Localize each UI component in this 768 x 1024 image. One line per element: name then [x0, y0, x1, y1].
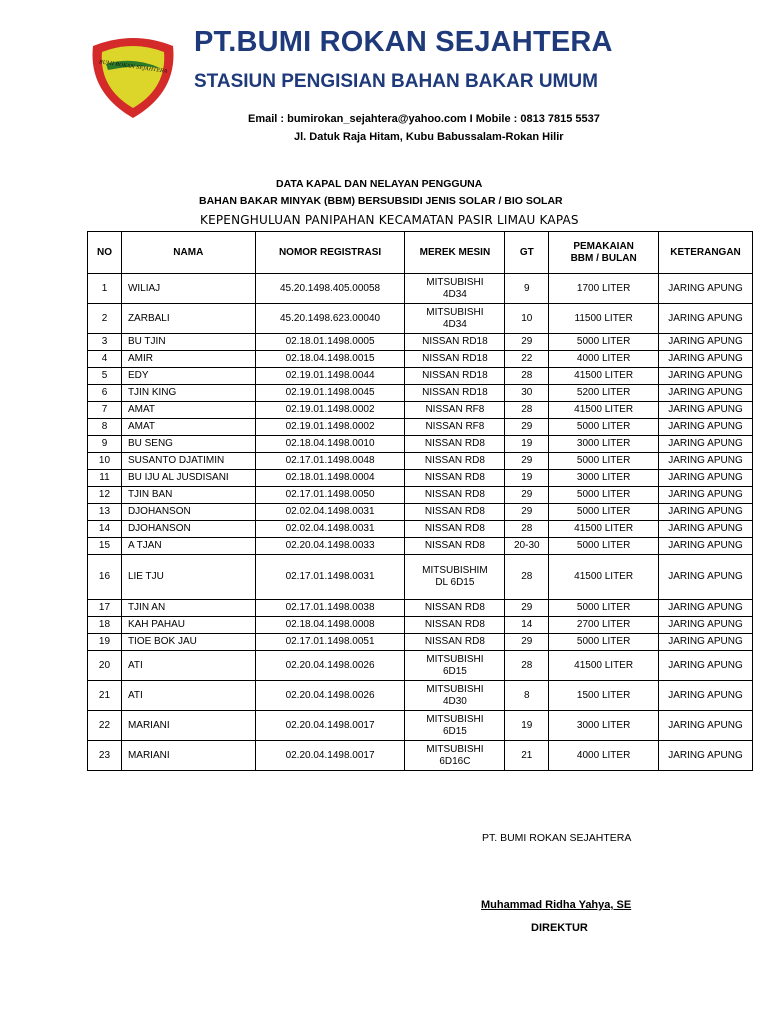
cell-merek-mesin: NISSAN RD8: [405, 617, 505, 634]
cell-nama: AMIR: [121, 351, 255, 368]
table-row: [88, 741, 753, 771]
col-header-nama: NAMA: [121, 232, 255, 274]
cell-gt: 8: [505, 681, 549, 711]
cell-no: 9: [88, 436, 122, 453]
cell-keterangan: JARING APUNG: [659, 470, 753, 487]
table-row: [88, 274, 753, 304]
cell-merek-mesin: NISSAN RF8: [405, 419, 505, 436]
table-row: [88, 634, 753, 651]
cell-no: 11: [88, 470, 122, 487]
cell-keterangan: JARING APUNG: [659, 538, 753, 555]
cell-merek-mesin: MITSUBISHI 6D15: [405, 711, 505, 741]
vessel-table: [87, 231, 753, 771]
cell-pemakaian: 3000 LITER: [549, 470, 659, 487]
cell-registrasi: 02.18.01.1498.0004: [255, 470, 405, 487]
cell-no: 15: [88, 538, 122, 555]
cell-registrasi: 02.02.04.1498.0031: [255, 504, 405, 521]
table-row: [88, 470, 753, 487]
cell-nama: TJIN KING: [121, 385, 255, 402]
table-row: [88, 304, 753, 334]
cell-gt: 19: [505, 711, 549, 741]
signatory-title: DIREKTUR: [531, 922, 588, 934]
cell-registrasi: 02.18.04.1498.0008: [255, 617, 405, 634]
cell-gt: 28: [505, 521, 549, 538]
cell-gt: 28: [505, 368, 549, 385]
table-row: [88, 385, 753, 402]
cell-keterangan: JARING APUNG: [659, 334, 753, 351]
cell-nama: TIOE BOK JAU: [121, 634, 255, 651]
cell-nama: BU SENG: [121, 436, 255, 453]
cell-registrasi: 02.19.01.1498.0002: [255, 419, 405, 436]
cell-pemakaian: 5000 LITER: [549, 634, 659, 651]
table-row: [88, 711, 753, 741]
cell-registrasi: 02.20.04.1498.0033: [255, 538, 405, 555]
cell-pemakaian: 5000 LITER: [549, 453, 659, 470]
cell-keterangan: JARING APUNG: [659, 385, 753, 402]
cell-merek-mesin: NISSAN RD18: [405, 351, 505, 368]
cell-keterangan: JARING APUNG: [659, 351, 753, 368]
cell-no: 6: [88, 385, 122, 402]
cell-merek-mesin: NISSAN RD8: [405, 600, 505, 617]
cell-merek-mesin: MITSUBISHI 6D15: [405, 651, 505, 681]
cell-gt: 19: [505, 436, 549, 453]
cell-merek-mesin: NISSAN RF8: [405, 402, 505, 419]
cell-gt: 21: [505, 741, 549, 771]
cell-merek-mesin: NISSAN RD8: [405, 504, 505, 521]
cell-keterangan: JARING APUNG: [659, 504, 753, 521]
cell-pemakaian: 5000 LITER: [549, 538, 659, 555]
cell-keterangan: JARING APUNG: [659, 651, 753, 681]
cell-registrasi: 02.17.01.1498.0048: [255, 453, 405, 470]
cell-gt: 29: [505, 487, 549, 504]
cell-merek-mesin: MITSUBISHIM DL 6D15: [405, 555, 505, 600]
cell-no: 4: [88, 351, 122, 368]
col-header-registrasi: NOMOR REGISTRASI: [255, 232, 405, 274]
cell-no: 14: [88, 521, 122, 538]
cell-no: 7: [88, 402, 122, 419]
cell-nama: EDY: [121, 368, 255, 385]
table-header-row: [88, 232, 753, 274]
cell-registrasi: 02.17.01.1498.0051: [255, 634, 405, 651]
cell-nama: WILIAJ: [121, 274, 255, 304]
cell-no: 5: [88, 368, 122, 385]
cell-merek-mesin: NISSAN RD8: [405, 521, 505, 538]
cell-registrasi: 02.17.01.1498.0031: [255, 555, 405, 600]
cell-keterangan: JARING APUNG: [659, 521, 753, 538]
cell-gt: 29: [505, 453, 549, 470]
cell-pemakaian: 3000 LITER: [549, 436, 659, 453]
table-row: [88, 521, 753, 538]
cell-nama: DJOHANSON: [121, 504, 255, 521]
svg-text:BUMI ROKAN SEJAHTERA: BUMI ROKAN SEJAHTERA: [98, 59, 168, 75]
cell-pemakaian: 5000 LITER: [549, 334, 659, 351]
cell-merek-mesin: MITSUBISHI 6D16C: [405, 741, 505, 771]
cell-registrasi: 45.20.1498.405.00058: [255, 274, 405, 304]
table-row: [88, 453, 753, 470]
cell-gt: 19: [505, 470, 549, 487]
cell-gt: 22: [505, 351, 549, 368]
cell-keterangan: JARING APUNG: [659, 304, 753, 334]
company-logo: [88, 34, 178, 120]
cell-nama: ZARBALI: [121, 304, 255, 334]
address-line: Jl. Datuk Raja Hitam, Kubu Babussalam-Rokan Hilir: [294, 131, 564, 143]
cell-merek-mesin: NISSAN RD8: [405, 634, 505, 651]
table-row: [88, 651, 753, 681]
col-header-keterangan: KETERANGAN: [659, 232, 753, 274]
cell-registrasi: 02.19.01.1498.0045: [255, 385, 405, 402]
table-row: [88, 351, 753, 368]
table-row: [88, 504, 753, 521]
cell-keterangan: JARING APUNG: [659, 600, 753, 617]
doc-title-2: BAHAN BAKAR MINYAK (BBM) BERSUBSIDI JENIS SOLAR / BIO SOLAR: [199, 195, 563, 207]
cell-nama: TJIN BAN: [121, 487, 255, 504]
table-row: [88, 436, 753, 453]
cell-nama: TJIN AN: [121, 600, 255, 617]
cell-registrasi: 02.18.04.1498.0015: [255, 351, 405, 368]
cell-no: 17: [88, 600, 122, 617]
cell-pemakaian: 4000 LITER: [549, 351, 659, 368]
doc-title-3: KEPENGHULUAN PANIPAHAN KECAMATAN PASIR LIMAU KAPAS: [200, 213, 579, 227]
col-header-no: NO: [88, 232, 122, 274]
cell-pemakaian: 41500 LITER: [549, 555, 659, 600]
cell-merek-mesin: MITSUBISHI 4D30: [405, 681, 505, 711]
cell-gt: 14: [505, 617, 549, 634]
cell-pemakaian: 41500 LITER: [549, 402, 659, 419]
cell-keterangan: JARING APUNG: [659, 711, 753, 741]
cell-nama: ATI: [121, 651, 255, 681]
col-header-merek-mesin: MEREK MESIN: [405, 232, 505, 274]
table-row: [88, 538, 753, 555]
cell-registrasi: 02.18.01.1498.0005: [255, 334, 405, 351]
cell-nama: BU TJIN: [121, 334, 255, 351]
cell-keterangan: JARING APUNG: [659, 274, 753, 304]
cell-merek-mesin: NISSAN RD8: [405, 453, 505, 470]
cell-pemakaian: 2700 LITER: [549, 617, 659, 634]
cell-no: 1: [88, 274, 122, 304]
cell-registrasi: 02.20.04.1498.0017: [255, 741, 405, 771]
cell-pemakaian: 11500 LITER: [549, 304, 659, 334]
cell-nama: AMAT: [121, 419, 255, 436]
table-row: [88, 600, 753, 617]
cell-merek-mesin: NISSAN RD8: [405, 470, 505, 487]
cell-keterangan: JARING APUNG: [659, 402, 753, 419]
cell-keterangan: JARING APUNG: [659, 453, 753, 470]
cell-keterangan: JARING APUNG: [659, 436, 753, 453]
cell-registrasi: 02.17.01.1498.0038: [255, 600, 405, 617]
table-row: [88, 402, 753, 419]
cell-no: 16: [88, 555, 122, 600]
cell-keterangan: JARING APUNG: [659, 741, 753, 771]
cell-registrasi: 02.20.04.1498.0026: [255, 681, 405, 711]
col-header-gt: GT: [505, 232, 549, 274]
cell-merek-mesin: NISSAN RD18: [405, 368, 505, 385]
cell-pemakaian: 5000 LITER: [549, 600, 659, 617]
cell-gt: 30: [505, 385, 549, 402]
cell-merek-mesin: NISSAN RD18: [405, 334, 505, 351]
cell-keterangan: JARING APUNG: [659, 419, 753, 436]
cell-gt: 9: [505, 274, 549, 304]
cell-gt: 29: [505, 600, 549, 617]
cell-no: 23: [88, 741, 122, 771]
table-body: [88, 274, 753, 771]
cell-gt: 10: [505, 304, 549, 334]
cell-gt: 29: [505, 504, 549, 521]
cell-registrasi: 02.19.01.1498.0044: [255, 368, 405, 385]
cell-no: 22: [88, 711, 122, 741]
cell-pemakaian: 5200 LITER: [549, 385, 659, 402]
table-row: [88, 368, 753, 385]
cell-keterangan: JARING APUNG: [659, 487, 753, 504]
cell-merek-mesin: MITSUBISHI 4D34: [405, 274, 505, 304]
cell-nama: ATI: [121, 681, 255, 711]
cell-pemakaian: 1700 LITER: [549, 274, 659, 304]
cell-gt: 28: [505, 402, 549, 419]
company-name: PT.BUMI ROKAN SEJAHTERA: [194, 26, 613, 58]
cell-pemakaian: 41500 LITER: [549, 521, 659, 538]
cell-registrasi: 02.19.01.1498.0002: [255, 402, 405, 419]
cell-merek-mesin: MITSUBISHI 4D34: [405, 304, 505, 334]
cell-merek-mesin: NISSAN RD18: [405, 385, 505, 402]
cell-registrasi: 02.18.04.1498.0010: [255, 436, 405, 453]
cell-registrasi: 02.20.04.1498.0017: [255, 711, 405, 741]
table-row: [88, 419, 753, 436]
cell-no: 19: [88, 634, 122, 651]
cell-pemakaian: 5000 LITER: [549, 419, 659, 436]
cell-keterangan: JARING APUNG: [659, 555, 753, 600]
table-row: [88, 681, 753, 711]
signatory-name: Muhammad Ridha Yahya, SE: [481, 899, 632, 911]
cell-keterangan: JARING APUNG: [659, 617, 753, 634]
table-row: [88, 617, 753, 634]
table-row: [88, 555, 753, 600]
cell-nama: AMAT: [121, 402, 255, 419]
cell-nama: SUSANTO DJATIMIN: [121, 453, 255, 470]
cell-merek-mesin: NISSAN RD8: [405, 538, 505, 555]
cell-nama: MARIANI: [121, 741, 255, 771]
cell-registrasi: 02.02.04.1498.0031: [255, 521, 405, 538]
cell-pemakaian: 41500 LITER: [549, 368, 659, 385]
cell-no: 3: [88, 334, 122, 351]
table-row: [88, 487, 753, 504]
cell-pemakaian: 5000 LITER: [549, 504, 659, 521]
cell-no: 8: [88, 419, 122, 436]
cell-no: 2: [88, 304, 122, 334]
cell-pemakaian: 4000 LITER: [549, 741, 659, 771]
cell-gt: 29: [505, 419, 549, 436]
cell-nama: LIE TJU: [121, 555, 255, 600]
cell-no: 21: [88, 681, 122, 711]
cell-no: 10: [88, 453, 122, 470]
cell-gt: 29: [505, 634, 549, 651]
col-header-pemakaian: PEMAKAIAN BBM / BULAN: [549, 232, 659, 274]
table-row: [88, 334, 753, 351]
cell-nama: DJOHANSON: [121, 521, 255, 538]
cell-gt: 29: [505, 334, 549, 351]
cell-nama: KAH PAHAU: [121, 617, 255, 634]
cell-pemakaian: 5000 LITER: [549, 487, 659, 504]
cell-gt: 28: [505, 651, 549, 681]
cell-merek-mesin: NISSAN RD8: [405, 487, 505, 504]
cell-merek-mesin: NISSAN RD8: [405, 436, 505, 453]
cell-nama: MARIANI: [121, 711, 255, 741]
cell-nama: BU IJU AL JUSDISANI: [121, 470, 255, 487]
cell-nama: A TJAN: [121, 538, 255, 555]
cell-pemakaian: 1500 LITER: [549, 681, 659, 711]
cell-gt: 20-30: [505, 538, 549, 555]
cell-keterangan: JARING APUNG: [659, 681, 753, 711]
cell-pemakaian: 3000 LITER: [549, 711, 659, 741]
doc-title-1: DATA KAPAL DAN NELAYAN PENGGUNA: [276, 178, 483, 190]
cell-no: 20: [88, 651, 122, 681]
signature-company: PT. BUMI ROKAN SEJAHTERA: [482, 832, 632, 844]
cell-registrasi: 02.17.01.1498.0050: [255, 487, 405, 504]
cell-keterangan: JARING APUNG: [659, 368, 753, 385]
cell-registrasi: 02.20.04.1498.0026: [255, 651, 405, 681]
cell-keterangan: JARING APUNG: [659, 634, 753, 651]
cell-pemakaian: 41500 LITER: [549, 651, 659, 681]
cell-no: 13: [88, 504, 122, 521]
station-subtitle: STASIUN PENGISIAN BAHAN BAKAR UMUM: [194, 71, 598, 92]
cell-no: 12: [88, 487, 122, 504]
cell-registrasi: 45.20.1498.623.00040: [255, 304, 405, 334]
contact-line: Email : bumirokan_sejahtera@yahoo.com I Mobile : 0813 7815 5537: [248, 113, 600, 125]
cell-gt: 28: [505, 555, 549, 600]
cell-no: 18: [88, 617, 122, 634]
